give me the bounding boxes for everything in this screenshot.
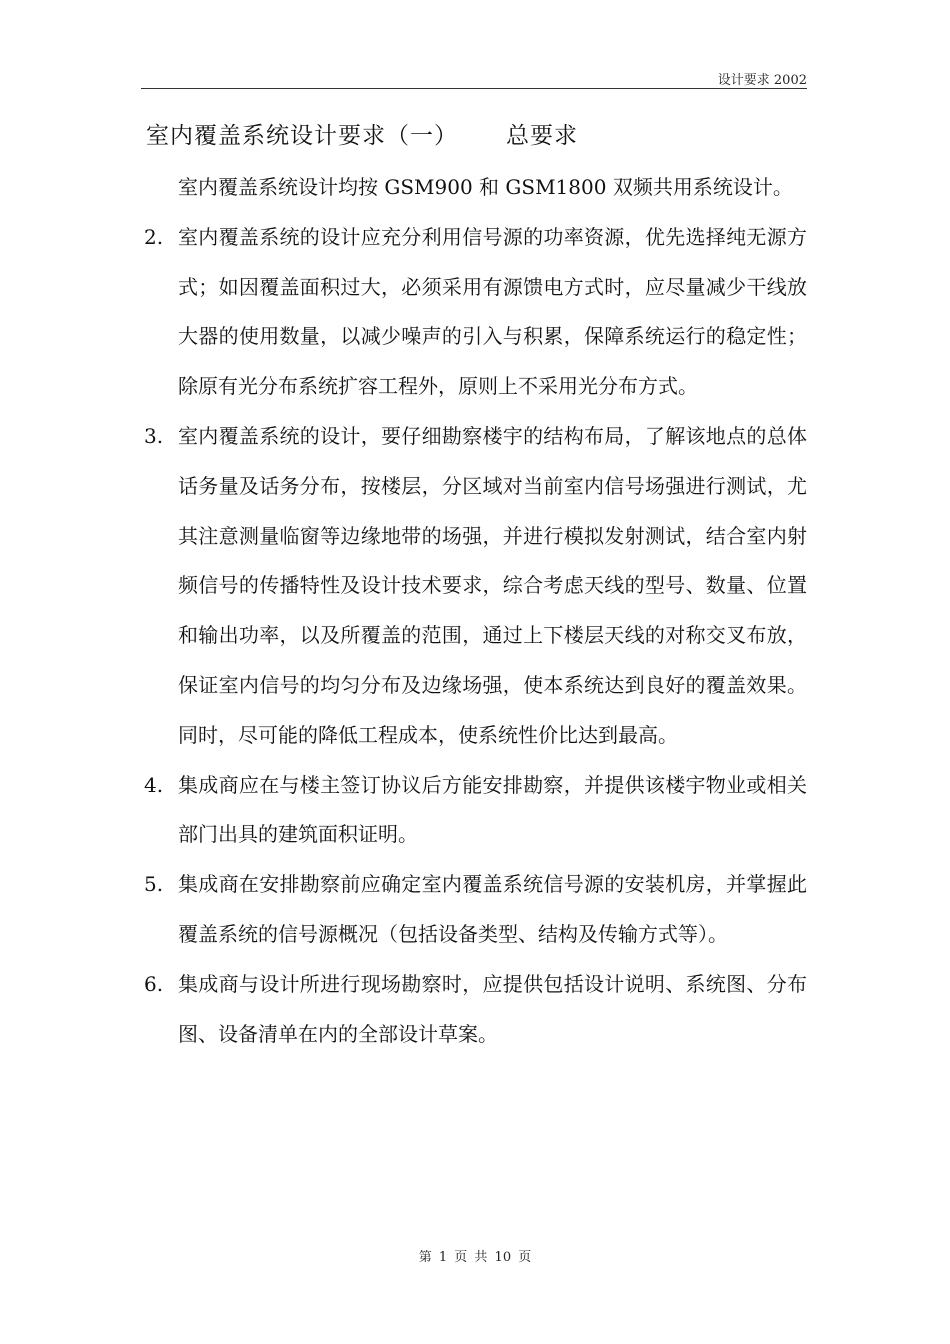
list-item [141, 960, 807, 1060]
list-item [141, 860, 807, 960]
header-rule [141, 88, 807, 89]
item-text: 室内覆盖系统的设计应充分利用信号源的功率资源，优先选择纯无源方式；如因覆盖面积过大，必须采用有源馈电方式时，应尽量减少干线放大器的使用数量，以减少噪声的引入与积累，保障系统运行的稳定性；除原有光分布系统扩容工程外，原则上不采用光分布方式。 [178, 224, 807, 399]
item-text: 集成商应在与楼主签订协议后方能安排勘察，并提供该楼宇物业或相关部门出具的建筑面积证明。 [178, 772, 807, 847]
item-text: 集成商与设计所进行现场勘察时，应提供包括设计说明、系统图、分布图、设备清单在内的全部设计草案。 [178, 971, 807, 1046]
list-item [141, 761, 807, 861]
item-text: 室内覆盖系统设计均按 GSM900 和 GSM1800 双频共用系统设计。 [178, 175, 793, 199]
item-number: 5. [144, 872, 164, 897]
item-text: 室内覆盖系统的设计，要仔细勘察楼宇的结构布局，了解该地点的总体话务量及话务分布，按楼层，分区域对当前室内信号场强进行测试，尤其注意测量临窗等边缘地带的场强，并进行模拟发射测试，结合室内射频信号的传播特性及设计技术要求，综合考虑天线的型号、数量、位置和输出功率，以及所覆盖的范围，通过上下楼层天线的对称交叉布放，保证室内信号的均匀分布及边缘场强，使本系统达到良好的覆盖效果。同时，尽可能的降低工程成本，使系统性价比达到最高。 [178, 423, 807, 747]
title-section: 总要求 [506, 123, 578, 149]
list-item [141, 213, 807, 412]
item-number: 3. [144, 423, 164, 448]
item-number: 6. [144, 971, 164, 996]
document-title [146, 117, 578, 150]
page-number: 第 1 页 共 10 页 [418, 1250, 532, 1265]
item-number: 2. [144, 224, 164, 249]
running-header: 设计要求 2002 [717, 73, 807, 88]
item-number: 4. [144, 772, 164, 797]
list-item [141, 412, 807, 761]
item-text: 集成商在安排勘察前应确定室内覆盖系统信号源的安装机房，并掌握此覆盖系统的信号源概况（包括设备类型、结构及传输方式等）。 [178, 872, 807, 946]
title-main: 室内覆盖系统设计要求（一） [146, 123, 458, 149]
list-item [141, 163, 807, 213]
requirements-list [141, 163, 807, 1059]
